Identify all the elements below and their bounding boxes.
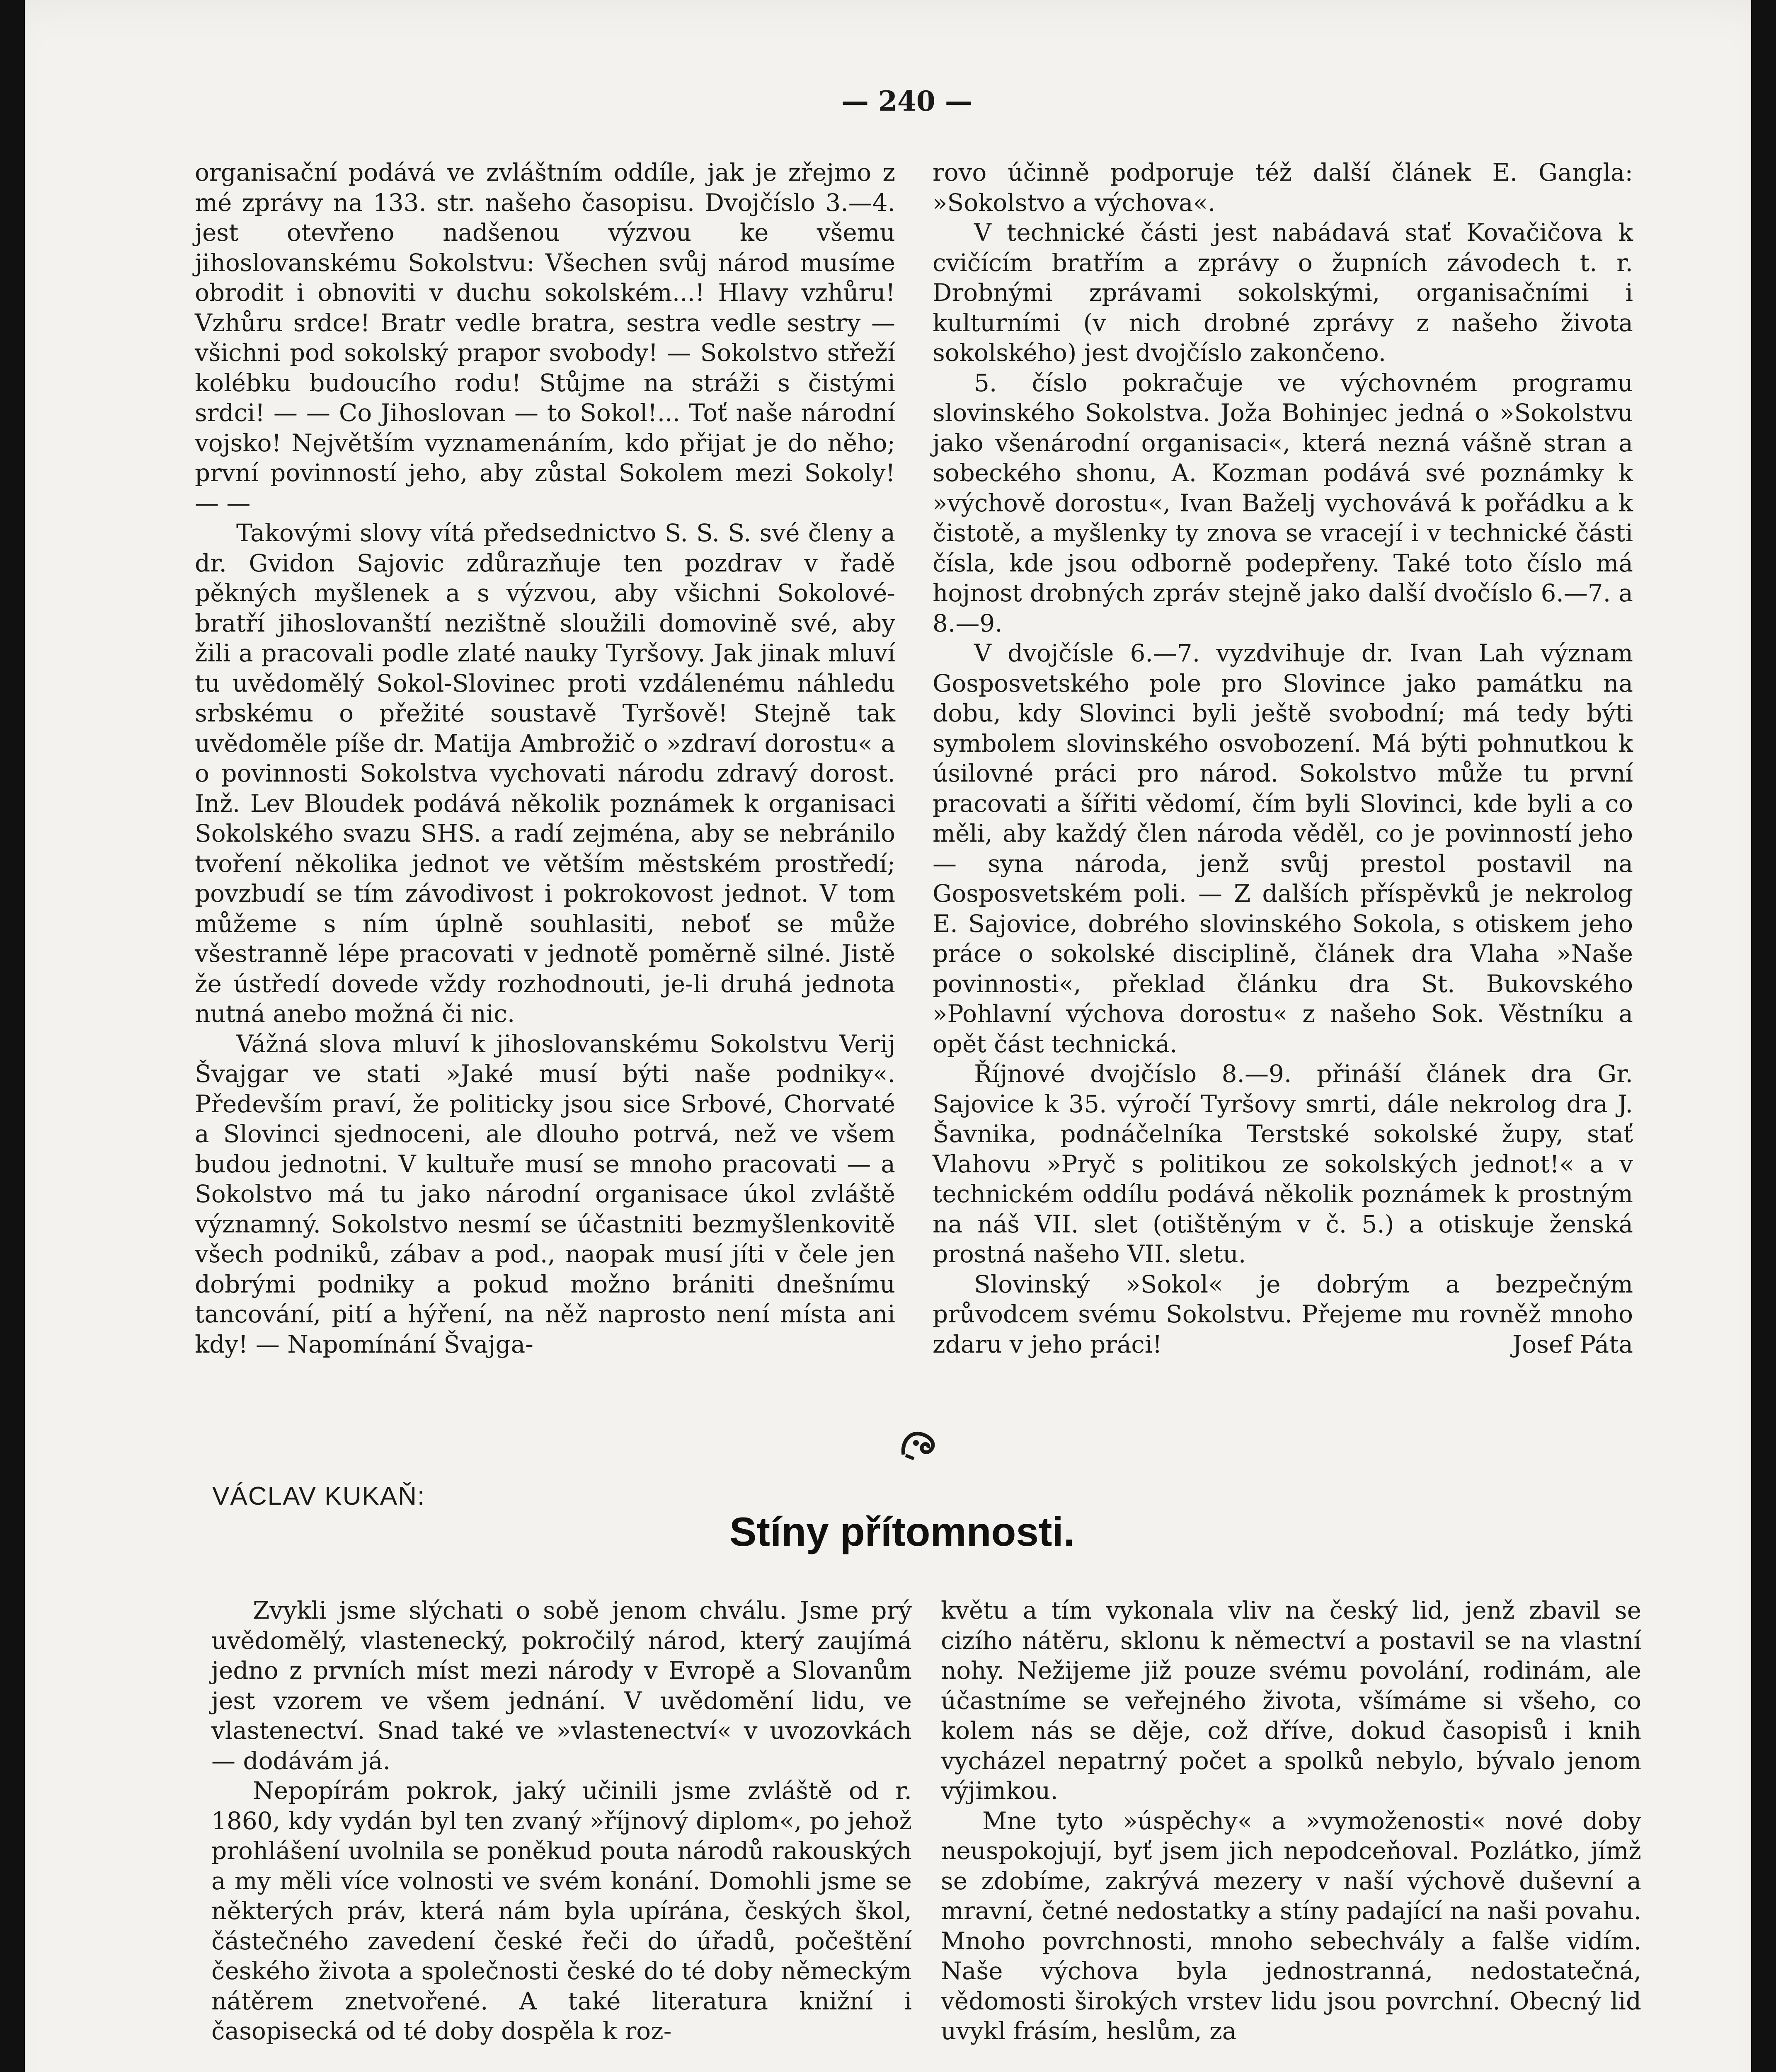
paragraph: V dvojčísle 6.—7. vyzdvihuje dr. Ivan Lah význam Gosposvetského pole pro Slovince jako památku na dobu, kdy Slovinci byli ještě svobodní; má tedy býti symbolem slovinského osvobození. Má býti pohnutkou k úsilovné práci pro národ. Sokolstvo může tu první pracovati a šířiti vědomí, čím byli Slovinci, kde byli a co měli, aby každý člen národa věděl, co je povinností jeho — syna národa, jenž svůj prestol postavil na Gosposvetském poli. — Z dalších příspěvků je nekrolog E. Sajovice, dobrého slovinského Sokola, s otiskem jeho práce o sokolské disciplině, článek dra Vlaha »Naše povinnosti«, překlad článku dra St. Bukovského »Pohlavní výchova dorostu« z našeho Sok. Věstníku a opět část technická. <box>933 639 1633 1058</box>
paragraph: V technické části jest nabádavá stať Kovačičova k cvičícím bratřím a zprávy o župních závodech t. r. Drobnými zprávami sokolskými, organisačními i kulturními (v nich drobné zprávy z našeho života sokolského) jest dvojčíslo zakončeno. <box>933 218 1633 367</box>
paragraph: Říjnové dvojčíslo 8.—9. přináší článek dra Gr. Sajovice k 35. výročí Tyršovy smrti, dále nekrolog dra J. Šavnika, podnáčelníka Terstské sokolské župy, stať Vlahovu »Pryč s politikou ze sokolských jednot!« a v technickém oddílu podává několik poznámek k prostným na náš VII. slet (otištěným v č. 5.) a otiskuje ženská prostná našeho VII. sletu. <box>933 1060 1633 1268</box>
ornament-icon <box>897 1426 943 1463</box>
article-title: Stíny přítomnosti. <box>729 1509 1075 1554</box>
paragraph: 5. číslo pokračuje ve výchovném programu slovinského Sokolstva. Joža Bohinjec jedná o »Sokolstvu jako všenárodní organisaci«, která nezná vášně stran a sobeckého shonu, A. Kozman podává své poznámky k »výchově dorostu«, Ivan Baželj vychovává k pořádku a k čistotě, a myšlenky ty znova se vracejí i v technické části čísla, kde jsou odborně podepřeny. Také toto číslo má hojnost drobných zpráv stejně jako další dvočíslo 6.—7. a 8.—9. <box>933 368 1633 637</box>
paragraph: Zvykli jsme slýchati o sobě jenom chválu. Jsme prý uvědomělý, vlastenecký, pokročilý národ, který zaujímá jedno z prvních míst mezi národy v Evropě a Slovanům jest vzorem ve všem jednání. V uvědomění lidu, ve vlastenectví. Snad také ve »vlastenectví« v uvozovkách — dodávám já. <box>211 1596 912 1775</box>
scan-border-right <box>1751 0 1776 2072</box>
paragraph: Nepopírám pokrok, jaký učinili jsme zvláště od r. 1860, kdy vydán byl ten zvaný »říjnový diplom«, po jehož prohlášení uvolnila se poněkud pouta národů rakouských a my měli více volnosti ve svém konání. Domohli jsme se některých práv, která nám byla upírána, českých škol, částečného zavedení české řeči do úřadů, počeštění českého života a společnosti české do té doby německým nátěrem znetvořené. A také literatura knižní i časopisecká od té doby dospěla k roz- <box>211 1777 912 2045</box>
paragraph: Vážná slova mluví k jihoslovanskému Sokolstvu Verij Švajgar ve stati »Jaké musí býti naše podniky«. Především praví, že politicky jsou sice Srbové, Chorvaté a Slovinci sjednoceni, ale dlouho potrvá, než ve všem budou jednotni. V kultuře musí se mnoho pracovati — a Sokolstvo má tu jako národní organisace úkol zvláště významný. Sokolstvo nesmí se účastniti bezmyšlenkovitě všech podniků, zábav a pod., naopak musí jíti v čele jen dobrými podniky a pokud možno brániti dnešnímu tancování, pití a hýření, na něž naprosto není místa ani kdy! — Napomínání Švajga- <box>195 1029 895 1358</box>
paragraph: rovo účinně podporuje též další článek E. Gangla: »Sokolstvo a výchova«. <box>933 158 1633 217</box>
paragraph: Mne tyto »úspěchy« a »vymoženosti« nové doby neuspokojují, byť jsem jich nepodceňoval. Pozlátko, jímž se zdobíme, zakrývá mezery v naší výchově duševní a mravní, četné nedostatky a stíny padající na naši povahu. Mnoho povrchnosti, mnoho sebechvály a falše vidím. Naše výchova byla jednostranná, nedostatečná, vědomosti širokých vrstev lidu jsou povrchní. Obecný lid uvykl frásím, heslům, za <box>941 1806 1641 2045</box>
paragraph: organisační podává ve zvláštním oddíle, jak je zřejmo z mé zprávy na 133. str. našeho časopisu. Dvojčíslo 3.—4. jest otevřeno nadšenou výzvou ke všemu jihoslovanskému Sokolstvu: Všechen svůj národ musíme obrodit i obnoviti v duchu sokolském...! Hlavy vzhůru! Vzhůru srdce! Bratr vedle bratra, sestra vedle sestry — všichni pod sokolský prapor svobody! — Sokolstvo střeží kolébku budoucího rodu! Stůjme na stráži s čistými srdci! — — Co Jihoslovan — to Sokol!... Toť naše národní vojsko! Největším vyznamenáním, kdo přijat je do něho; první povinností jeho, aby zůstal Sokolem mezi Sokoly! — — <box>195 158 895 517</box>
paragraph: květu a tím vykonala vliv na český lid, jenž zbavil se cizího nátěru, sklonu k němectví a postavil se na vlastní nohy. Nežijeme již pouze svému povolání, rodinám, ale účastníme se veřejného života, všímáme si všeho, co kolem nás se děje, což dříve, dokud časopisů i knih vycházel nepatrný počet a spolků nebylo, bývalo jenom výjimkou. <box>941 1596 1641 1805</box>
paragraph-text: Slovinský »Sokol« je dobrým a bezpečným průvodcem svému Sokolstvu. Přejeme mu rovněž mnoho zdaru v jeho práci! <box>933 1270 1633 1358</box>
upper-right-column <box>933 157 1633 1359</box>
page-number: — 240 — <box>841 85 972 117</box>
scan-border-left <box>0 0 25 2072</box>
article-left-column <box>211 1595 912 2046</box>
article-right-column <box>941 1595 1641 2046</box>
paragraph <box>933 1269 1633 1360</box>
paragraph: Takovými slovy vítá předsednictvo S. S. S. své členy a dr. Gvidon Sajovic zdůrazňuje ten pozdrav v řadě pěkných myšlenek a s výzvou, aby všichni Sokolové-bratří jihoslovanští nezištně sloužili domovině své, aby žili a pracovali podle zlaté nauky Tyršovy. Jak jinak mluví tu uvědomělý Sokol-Slovinec proti vzdálenému náhledu srbskému o přežité soustavě Tyršově! Stejně tak uvědoměle píše dr. Matija Ambrožič o »zdraví dorostu« a o povinnosti Sokolstva vychovati národu zdravý dorost. Inž. Lev Bloudek podává několik poznámek k organisaci Sokolského svazu SHS. a radí zejména, aby se nebránilo tvoření několika jednot ve větším městském prostředí; povzbudí se tím závodivost i pokrokovost jednot. V tom můžeme s ním úplně souhlasiti, neboť se může všestranně lépe pracovati v jednotě poměrně silné. Jistě že ústředí dovede vždy rozhodnouti, je-li druhá jednota nutná anebo možná či nic. <box>195 519 895 1028</box>
signature: Josef Páta <box>1512 1330 1633 1358</box>
article-author: VÁCLAV KUKAŇ: <box>212 1482 426 1510</box>
upper-left-column <box>195 157 895 1359</box>
